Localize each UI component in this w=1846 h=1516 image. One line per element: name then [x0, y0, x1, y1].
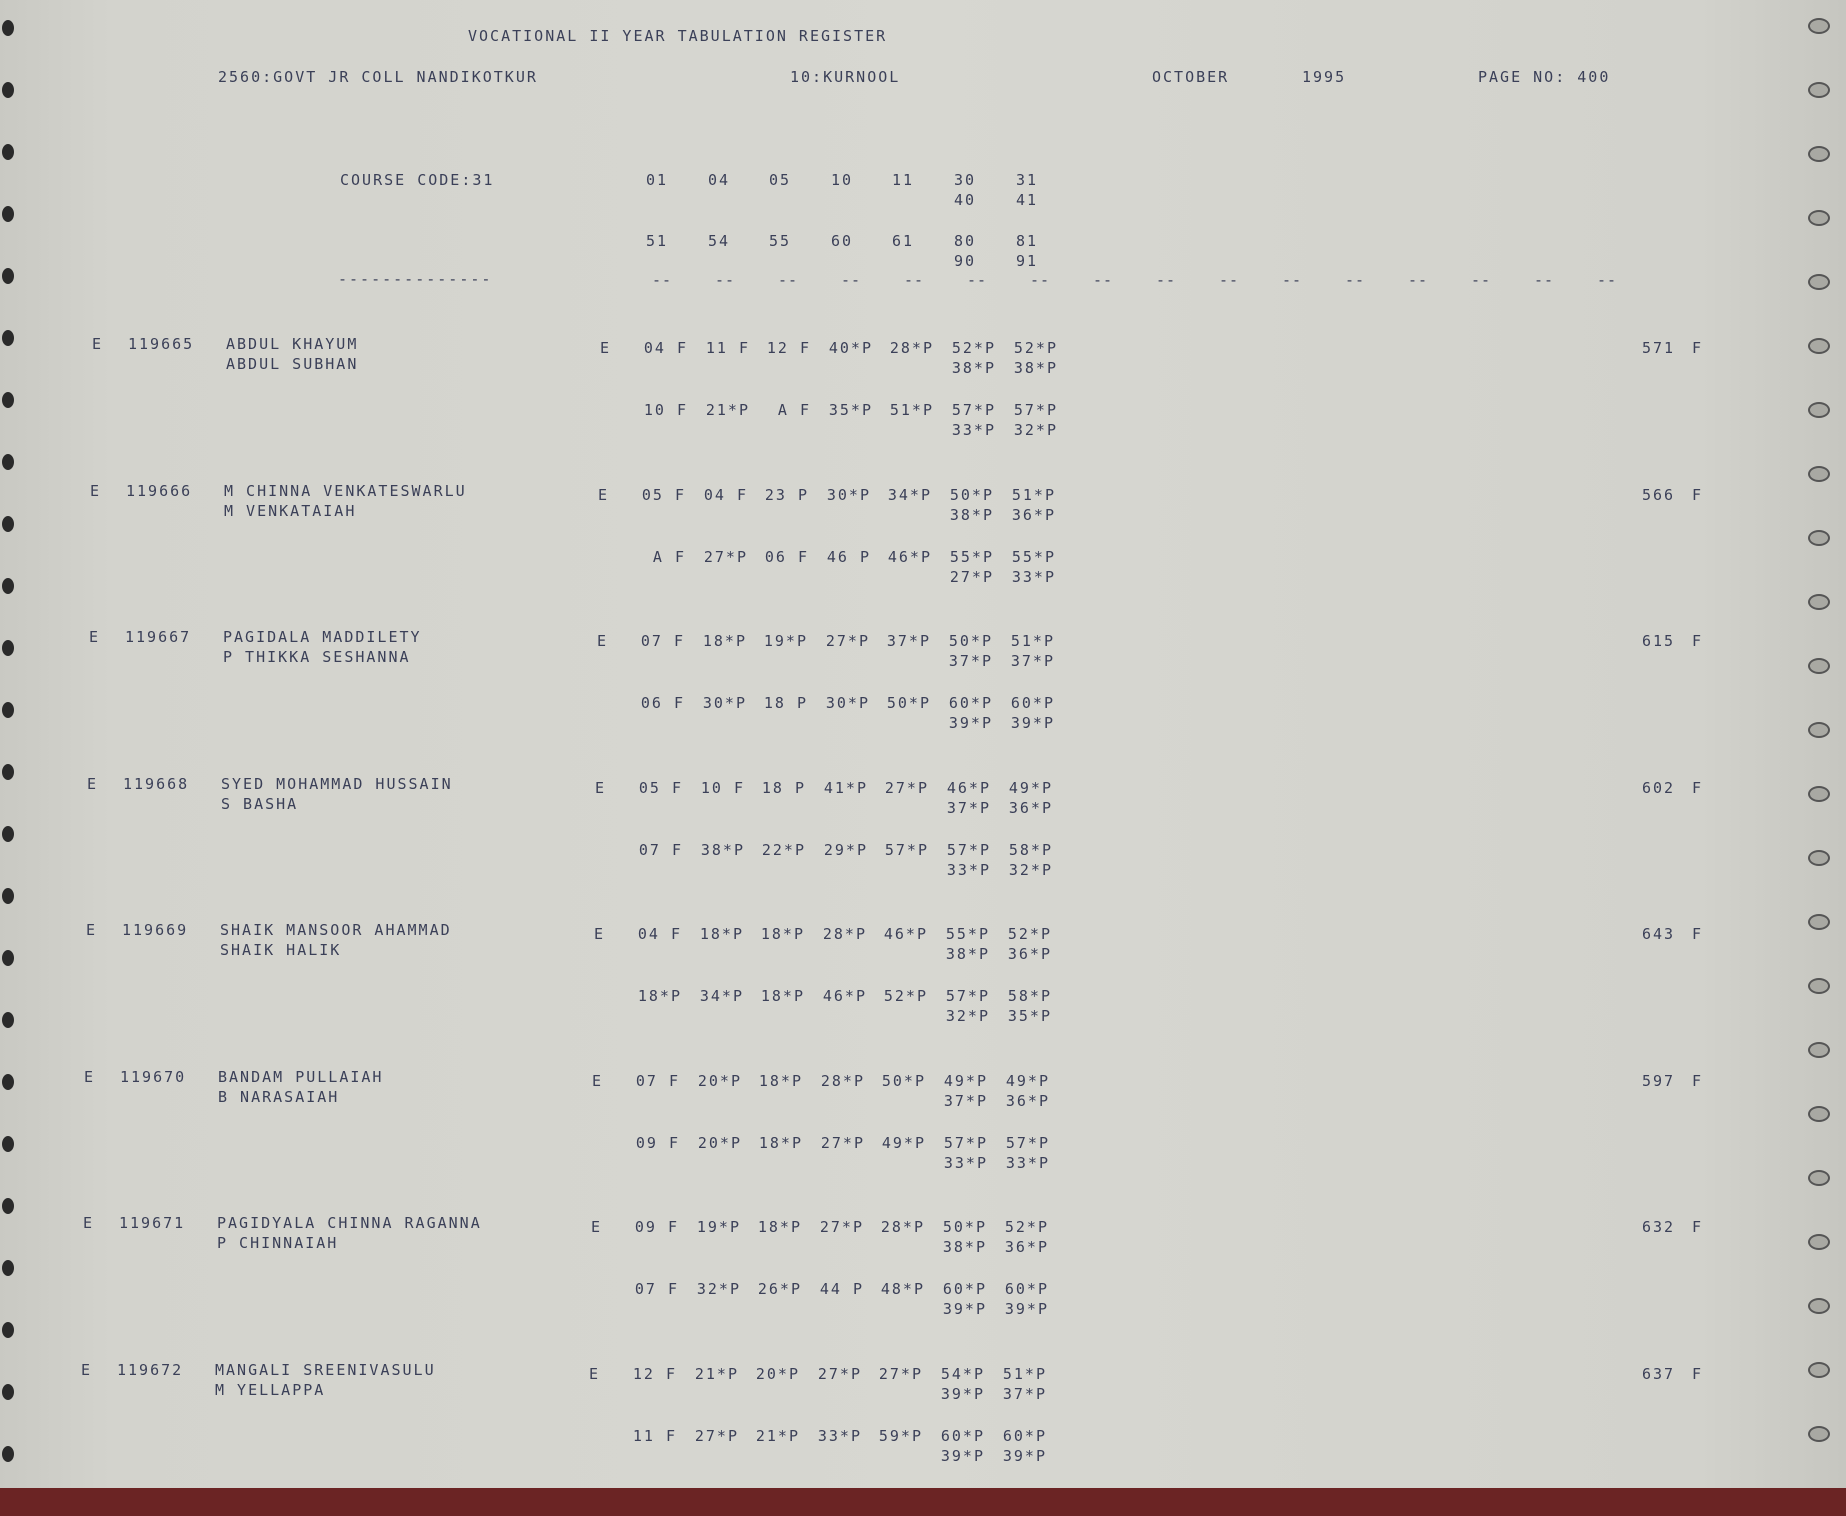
- separator-dash: --: [1282, 271, 1303, 289]
- subject-mark: 27*P: [703, 547, 748, 566]
- record-flag: E: [90, 481, 102, 500]
- binder-hole: [2, 82, 14, 98]
- subject-mark: 18*P: [757, 1218, 802, 1236]
- candidate-name: SYED MOHAMMAD HUSSAIN: [221, 774, 453, 793]
- separator-dash: --: [1471, 271, 1492, 289]
- subject-mark: 37*P: [886, 632, 931, 650]
- subject-mark: 57*P: [1005, 1133, 1050, 1152]
- subject-code: 05: [768, 171, 791, 189]
- result-status: F: [1692, 1071, 1704, 1090]
- exam-year: 1995: [1302, 68, 1347, 86]
- subject-code: 01: [645, 171, 668, 189]
- subject-mark: 60*P: [1010, 694, 1055, 712]
- subject-mark: 48*P: [880, 1280, 925, 1298]
- subject-mark: 49*P: [943, 1071, 988, 1090]
- separator-dash: --: [967, 271, 988, 289]
- father-name: S BASHA: [221, 794, 299, 813]
- subject-mark: 33*P: [1011, 567, 1056, 586]
- subject-mark: 57*P: [884, 840, 929, 859]
- candidate-name: M CHINNA VENKATESWARLU: [224, 481, 467, 500]
- total-marks: 615: [1642, 632, 1676, 650]
- student-record: [0, 920, 1846, 1066]
- subject-mark: 35*P: [828, 401, 873, 419]
- student-record: [0, 627, 1846, 773]
- subject-mark: 57*P: [946, 840, 991, 859]
- subject-mark: 18*P: [760, 987, 805, 1005]
- record-marker: E: [595, 778, 607, 797]
- subject-mark: 28*P: [820, 1071, 865, 1090]
- subject-mark: 07 F: [640, 632, 685, 650]
- subject-mark: 23 P: [764, 485, 809, 504]
- subject-code: 41: [1015, 191, 1038, 209]
- subject-mark: 39*P: [948, 714, 993, 732]
- subject-mark: 57*P: [943, 1133, 988, 1152]
- college-name: 2560:GOVT JR COLL NANDIKOTKUR: [218, 68, 538, 86]
- record-marker: E: [597, 632, 609, 650]
- subject-code: 10: [830, 171, 853, 189]
- subject-mark: 09 F: [634, 1218, 679, 1236]
- subject-mark: 09 F: [635, 1133, 680, 1152]
- father-name: P THIKKA SESHANNA: [223, 648, 411, 666]
- subject-mark: 33*P: [951, 421, 996, 439]
- subject-code: 51: [645, 232, 668, 250]
- candidate-name: SHAIK MANSOOR AHAMMAD: [220, 921, 452, 939]
- subject-mark: 27*P: [819, 1218, 864, 1236]
- record-flag: E: [83, 1214, 95, 1232]
- subject-code: 81: [1015, 232, 1038, 250]
- tractor-hole: [1808, 146, 1830, 162]
- subject-mark: 27*P: [878, 1364, 923, 1383]
- separator-dash: --: [715, 271, 736, 289]
- student-record: [0, 1067, 1846, 1213]
- subject-mark: A F: [652, 547, 686, 566]
- subject-code: 61: [891, 232, 914, 250]
- subject-mark: 51*P: [1002, 1364, 1047, 1383]
- subject-mark: 60*P: [1004, 1280, 1049, 1298]
- subject-mark: 50*P: [948, 632, 993, 650]
- father-name: ABDUL SUBHAN: [226, 355, 359, 373]
- result-status: F: [1692, 485, 1704, 504]
- subject-mark: 55*P: [945, 925, 990, 943]
- candidate-name: BANDAM PULLAIAH: [218, 1067, 384, 1086]
- subject-mark: A F: [777, 401, 811, 419]
- student-record: [0, 1213, 1846, 1359]
- subject-mark: 50*P: [949, 485, 994, 504]
- subject-mark: 27*P: [694, 1426, 739, 1445]
- subject-mark: 20*P: [697, 1071, 742, 1090]
- subject-mark: 59*P: [878, 1426, 923, 1445]
- course-underline: --------------: [338, 270, 493, 288]
- result-status: F: [1692, 632, 1704, 650]
- total-marks: 566: [1642, 485, 1676, 504]
- subject-mark: 30*P: [825, 694, 870, 712]
- subject-mark: 11 F: [632, 1426, 677, 1445]
- subject-code: 04: [707, 171, 730, 189]
- binder-hole: [2, 268, 14, 284]
- father-name: P CHINNAIAH: [217, 1234, 339, 1252]
- subject-mark: 60*P: [948, 694, 993, 712]
- subject-mark: 30*P: [826, 485, 871, 504]
- subject-code: 91: [1015, 252, 1038, 270]
- total-marks: 602: [1642, 778, 1676, 797]
- subject-mark: 18*P: [699, 925, 744, 943]
- separator-dash: --: [1030, 271, 1051, 289]
- subject-code: 90: [953, 252, 976, 270]
- subject-mark: 28*P: [822, 925, 867, 943]
- total-marks: 597: [1642, 1071, 1676, 1090]
- subject-mark: 33*P: [943, 1153, 988, 1172]
- subject-mark: 36*P: [1004, 1238, 1049, 1256]
- record-flag: E: [81, 1360, 93, 1379]
- subject-code: 54: [707, 232, 730, 250]
- subject-mark: 46*P: [946, 778, 991, 797]
- subject-mark: 27*P: [817, 1364, 862, 1383]
- subject-mark: 05 F: [641, 485, 686, 504]
- subject-mark: 18*P: [637, 987, 682, 1005]
- subject-mark: 18*P: [758, 1071, 803, 1090]
- subject-mark: 37*P: [946, 798, 991, 817]
- subject-mark: 39*P: [1002, 1446, 1047, 1465]
- subject-mark: 04 F: [637, 925, 682, 943]
- subject-mark: 18*P: [702, 632, 747, 650]
- tractor-hole: [1808, 18, 1830, 34]
- binder-hole: [2, 206, 14, 222]
- separator-dash: --: [1534, 271, 1555, 289]
- subject-mark: 35*P: [1007, 1007, 1052, 1025]
- subject-mark: 60*P: [1002, 1426, 1047, 1445]
- subject-mark: 38*P: [951, 359, 996, 377]
- course-code-label: COURSE CODE:31: [340, 171, 495, 189]
- subject-mark: 07 F: [635, 1071, 680, 1090]
- separator-dash: --: [778, 271, 799, 289]
- subject-mark: 57*P: [945, 987, 990, 1005]
- subject-mark: 32*P: [696, 1280, 741, 1298]
- separator-dash: --: [904, 271, 925, 289]
- roll-number: 119672: [117, 1360, 184, 1379]
- subject-mark: 46*P: [887, 547, 932, 566]
- subject-code: 30: [953, 171, 976, 189]
- subject-mark: 04 F: [703, 485, 748, 504]
- separator-dash: --: [1408, 271, 1429, 289]
- separator-dash: --: [1156, 271, 1177, 289]
- student-record: [0, 481, 1846, 627]
- subject-mark: 58*P: [1008, 840, 1053, 859]
- subject-mark: 52*P: [1004, 1218, 1049, 1236]
- subject-mark: 18 P: [761, 778, 806, 797]
- subject-mark: 12 F: [766, 339, 811, 357]
- roll-number: 119668: [123, 774, 190, 793]
- total-marks: 637: [1642, 1364, 1676, 1383]
- record-marker: E: [591, 1218, 603, 1236]
- record-marker: E: [589, 1364, 601, 1383]
- separator-dash: --: [652, 271, 673, 289]
- subject-mark: 51*P: [1010, 632, 1055, 650]
- subject-mark: 21*P: [694, 1364, 739, 1383]
- tractor-hole: [1808, 210, 1830, 226]
- subject-mark: 33*P: [946, 860, 991, 879]
- subject-mark: 04 F: [643, 339, 688, 357]
- record-flag: E: [86, 921, 98, 939]
- separator-dash: --: [1093, 271, 1114, 289]
- total-marks: 571: [1642, 339, 1676, 357]
- subject-mark: 39*P: [942, 1300, 987, 1318]
- subject-mark: 27*P: [825, 632, 870, 650]
- tractor-hole: [1808, 274, 1830, 290]
- subject-mark: 34*P: [887, 485, 932, 504]
- subject-mark: 38*P: [700, 840, 745, 859]
- subject-code: 40: [953, 191, 976, 209]
- father-name: B NARASAIAH: [218, 1087, 340, 1106]
- record-marker: E: [598, 485, 610, 504]
- record-flag: E: [92, 335, 104, 353]
- subject-mark: 18 P: [763, 694, 808, 712]
- subject-mark: 38*P: [945, 945, 990, 963]
- subject-mark: 39*P: [1004, 1300, 1049, 1318]
- subject-mark: 27*P: [949, 567, 994, 586]
- subject-mark: 51*P: [1011, 485, 1056, 504]
- record-flag: E: [84, 1067, 96, 1086]
- subject-mark: 28*P: [889, 339, 934, 357]
- record-marker: E: [600, 339, 612, 357]
- subject-mark: 37*P: [948, 652, 993, 670]
- subject-mark: 52*P: [1013, 339, 1058, 357]
- subject-mark: 37*P: [1002, 1384, 1047, 1403]
- subject-mark: 10 F: [643, 401, 688, 419]
- candidate-name: MANGALI SREENIVASULU: [215, 1360, 436, 1379]
- subject-mark: 50*P: [942, 1218, 987, 1236]
- subject-mark: 37*P: [1010, 652, 1055, 670]
- roll-number: 119670: [120, 1067, 187, 1086]
- record-marker: E: [592, 1071, 604, 1090]
- register-title: VOCATIONAL II YEAR TABULATION REGISTER: [468, 27, 888, 45]
- student-record: [0, 1360, 1846, 1506]
- record-marker: E: [594, 925, 606, 943]
- subject-mark: 05 F: [638, 778, 683, 797]
- subject-mark: 44 P: [819, 1280, 864, 1298]
- subject-mark: 07 F: [634, 1280, 679, 1298]
- candidate-name: PAGIDYALA CHINNA RAGANNA: [217, 1214, 482, 1232]
- subject-mark: 57*P: [1013, 401, 1058, 419]
- subject-mark: 46 P: [826, 547, 871, 566]
- subject-mark: 36*P: [1011, 505, 1056, 524]
- subject-mark: 22*P: [761, 840, 806, 859]
- subject-mark: 33*P: [817, 1426, 862, 1445]
- subject-mark: 49*P: [1008, 778, 1053, 797]
- subject-mark: 36*P: [1007, 945, 1052, 963]
- subject-mark: 11 F: [705, 339, 750, 357]
- subject-mark: 38*P: [949, 505, 994, 524]
- subject-mark: 46*P: [883, 925, 928, 943]
- subject-mark: 39*P: [940, 1446, 985, 1465]
- separator-dash: --: [841, 271, 862, 289]
- subject-mark: 37*P: [943, 1091, 988, 1110]
- binder-hole: [2, 144, 14, 160]
- subject-mark: 21*P: [705, 401, 750, 419]
- total-marks: 643: [1642, 925, 1676, 943]
- subject-mark: 06 F: [764, 547, 809, 566]
- binder-hole: [2, 20, 14, 36]
- student-record: [0, 334, 1846, 480]
- subject-mark: 52*P: [1007, 925, 1052, 943]
- tractor-hole: [1808, 82, 1830, 98]
- subject-mark: 52*P: [951, 339, 996, 357]
- candidate-name: ABDUL KHAYUM: [226, 335, 359, 353]
- student-record: [0, 774, 1846, 920]
- separator-dash: --: [1345, 271, 1366, 289]
- subject-mark: 38*P: [1013, 359, 1058, 377]
- subject-code: 55: [768, 232, 791, 250]
- total-marks: 632: [1642, 1218, 1676, 1236]
- father-name: M VENKATAIAH: [224, 501, 357, 520]
- subject-mark: 29*P: [823, 840, 868, 859]
- record-flag: E: [87, 774, 99, 793]
- subject-mark: 27*P: [884, 778, 929, 797]
- page-number: PAGE NO: 400: [1478, 68, 1611, 86]
- subject-mark: 60*P: [942, 1280, 987, 1298]
- subject-mark: 06 F: [640, 694, 685, 712]
- subject-mark: 38*P: [942, 1238, 987, 1256]
- subject-mark: 51*P: [889, 401, 934, 419]
- subject-mark: 12 F: [632, 1364, 677, 1383]
- exam-month: OCTOBER: [1152, 68, 1230, 86]
- roll-number: 119667: [125, 628, 192, 646]
- subject-mark: 27*P: [820, 1133, 865, 1152]
- subject-mark: 50*P: [886, 694, 931, 712]
- result-status: F: [1692, 1364, 1704, 1383]
- subject-code: 31: [1015, 171, 1038, 189]
- record-flag: E: [89, 628, 101, 646]
- subject-mark: 55*P: [949, 547, 994, 566]
- subject-mark: 10 F: [700, 778, 745, 797]
- subject-mark: 30*P: [702, 694, 747, 712]
- candidate-name: PAGIDALA MADDILETY: [223, 628, 422, 646]
- result-status: F: [1692, 925, 1704, 943]
- subject-mark: 39*P: [940, 1384, 985, 1403]
- subject-code: 60: [830, 232, 853, 250]
- subject-mark: 52*P: [883, 987, 928, 1005]
- subject-code: 11: [891, 171, 914, 189]
- subject-mark: 20*P: [755, 1364, 800, 1383]
- subject-mark: 36*P: [1008, 798, 1053, 817]
- subject-mark: 54*P: [940, 1364, 985, 1383]
- father-name: SHAIK HALIK: [220, 941, 342, 959]
- roll-number: 119671: [119, 1214, 186, 1232]
- subject-mark: 20*P: [697, 1133, 742, 1152]
- father-name: M YELLAPPA: [215, 1380, 326, 1399]
- subject-mark: 46*P: [822, 987, 867, 1005]
- result-status: F: [1692, 1218, 1704, 1236]
- subject-mark: 32*P: [945, 1007, 990, 1025]
- subject-mark: 50*P: [881, 1071, 926, 1090]
- subject-mark: 07 F: [638, 840, 683, 859]
- subject-mark: 57*P: [951, 401, 996, 419]
- subject-mark: 49*P: [1005, 1071, 1050, 1090]
- district-name: 10:KURNOOL: [790, 68, 901, 86]
- subject-mark: 34*P: [699, 987, 744, 1005]
- subject-mark: 18*P: [760, 925, 805, 943]
- subject-mark: 39*P: [1010, 714, 1055, 732]
- subject-mark: 26*P: [757, 1280, 802, 1298]
- subject-mark: 28*P: [880, 1218, 925, 1236]
- subject-mark: 41*P: [823, 778, 868, 797]
- result-status: F: [1692, 339, 1704, 357]
- roll-number: 119669: [122, 921, 189, 939]
- roll-number: 119665: [128, 335, 195, 353]
- result-status: F: [1692, 778, 1704, 797]
- subject-mark: 19*P: [696, 1218, 741, 1236]
- subject-mark: 60*P: [940, 1426, 985, 1445]
- subject-mark: 49*P: [881, 1133, 926, 1152]
- separator-dash: --: [1219, 271, 1240, 289]
- separator-dash: --: [1597, 271, 1618, 289]
- subject-mark: 36*P: [1005, 1091, 1050, 1110]
- roll-number: 119666: [126, 481, 193, 500]
- subject-code: 80: [953, 232, 976, 250]
- subject-mark: 55*P: [1011, 547, 1056, 566]
- subject-mark: 19*P: [763, 632, 808, 650]
- subject-mark: 32*P: [1013, 421, 1058, 439]
- subject-mark: 40*P: [828, 339, 873, 357]
- subject-mark: 21*P: [755, 1426, 800, 1445]
- subject-mark: 58*P: [1007, 987, 1052, 1005]
- subject-mark: 18*P: [758, 1133, 803, 1152]
- subject-mark: 32*P: [1008, 860, 1053, 879]
- subject-mark: 33*P: [1005, 1153, 1050, 1172]
